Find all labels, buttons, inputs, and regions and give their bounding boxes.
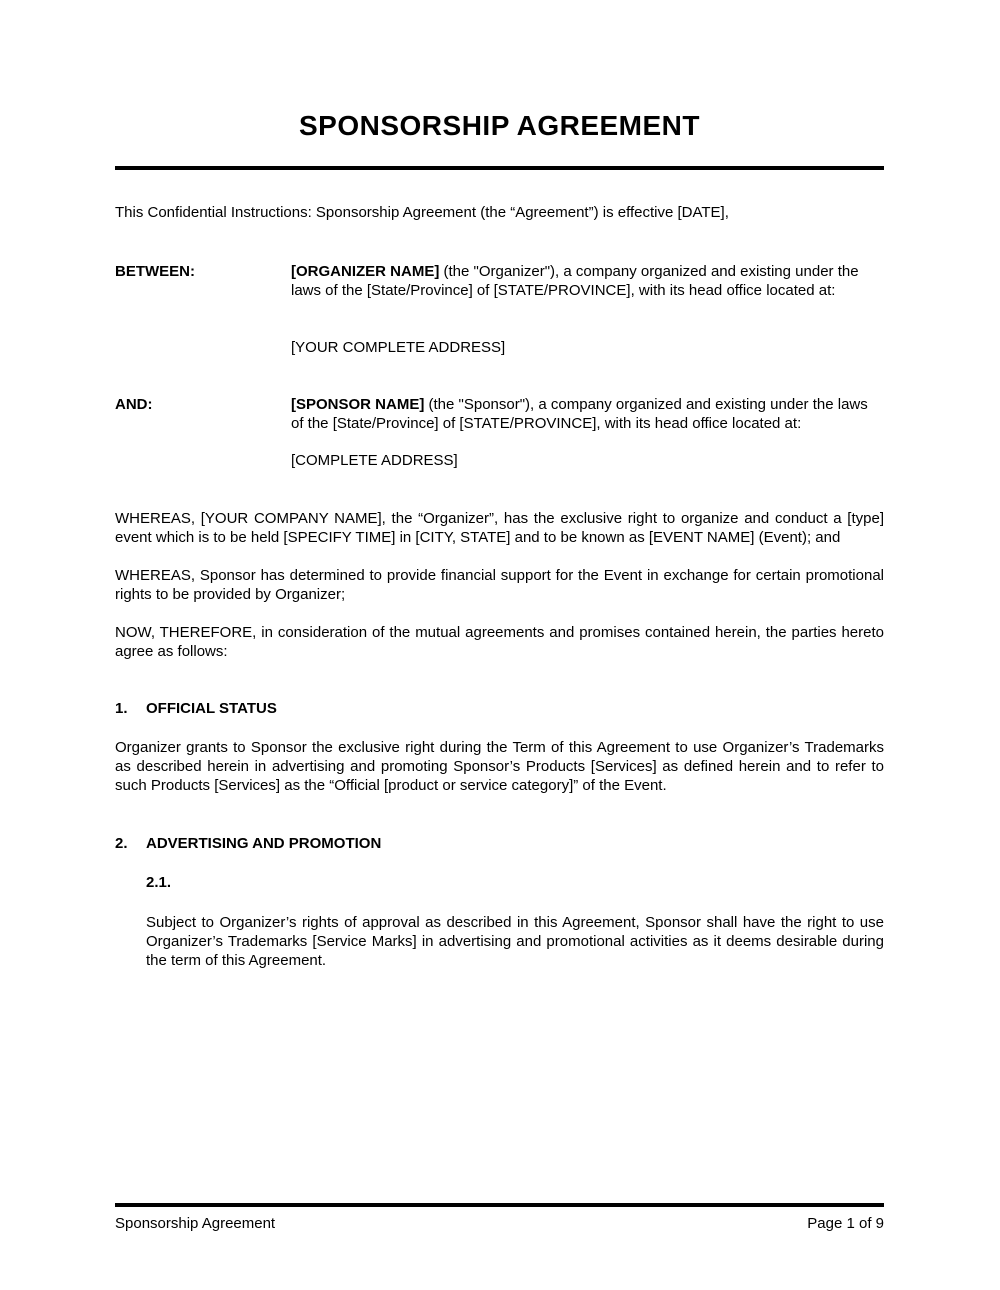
recital-now-therefore: NOW, THEREFORE, in consideration of the mutual agreements and promises contained herein, the parties hereto agree as follows: [115,624,884,660]
subsection-2-1-number: 2.1. [146,874,172,891]
sponsor-address-placeholder: [COMPLETE ADDRESS] [291,452,458,469]
footer-divider [115,1203,884,1207]
sponsor-name-placeholder: [SPONSOR NAME] [291,396,425,413]
footer-row [115,1214,884,1233]
party-body [291,395,884,470]
page-title: SPONSORSHIP AGREEMENT [298,110,700,141]
party-description [291,262,884,300]
party-row-between [115,262,884,357]
organizer-address-placeholder: [YOUR COMPLETE ADDRESS] [291,339,506,356]
section-1-title: OFFICIAL STATUS [146,700,277,717]
section-1-number: 1. [115,700,128,717]
party-description-text: (the "Sponsor"), a company organized and existing under the laws of the [State/Province] of [STATE/PROVINCE], with its head office located at: [291,396,868,432]
footer-page-number: Page 1 of 9 [807,1215,884,1232]
party-body [291,262,884,357]
party-row-and [115,395,884,470]
recital-whereas-2: WHEREAS, Sponsor has determined to provide financial support for the Event in exchange for certain promotional rights to be provided by Organizer; [115,567,884,603]
section-1-heading [115,699,884,718]
party-label: AND: [115,396,153,413]
party-description-text: (the "Organizer"), a company organized and existing under the laws of the [State/Province] of [STATE/PROVINCE], with its head office located at: [291,263,859,299]
party-label: BETWEEN: [115,263,195,280]
subsection-2-1-paragraph: Subject to Organizer’s rights of approval as described in this Agreement, Sponsor shall have the right to use Organizer’s Trademarks [Service Marks] in advertising and promotional activities as it deems desirable during the term of this Agreement. [146,914,884,969]
party-description [291,395,884,433]
page-footer [115,1203,884,1233]
section-2-heading [115,834,884,853]
title-divider [115,166,884,170]
section-2-title: ADVERTISING AND PROMOTION [146,835,382,852]
section-2-number: 2. [115,835,128,852]
parties-block [115,262,884,470]
intro-paragraph: This Confidential Instructions: Sponsorship Agreement (the “Agreement”) is effective [DATE], [115,204,729,221]
recital-whereas-1: WHEREAS, [YOUR COMPANY NAME], the “Organizer”, has the exclusive right to organize and conduct a [type] event which is to be held [SPECIFY TIME] in [CITY, STATE] and to be known as [EVENT NAME] (Event); and [115,510,884,546]
organizer-name-placeholder: [ORGANIZER NAME] [291,263,440,280]
section-1-paragraph: Organizer grants to Sponsor the exclusive right during the Term of this Agreement to use Organizer’s Trademarks as described herein in advertising and promoting Sponsor’s Products [Services] as defined herein and to refer to such Products [Services] as the “Official [product or service category]” of the Event. [115,739,884,794]
footer-document-name: Sponsorship Agreement [115,1215,276,1232]
